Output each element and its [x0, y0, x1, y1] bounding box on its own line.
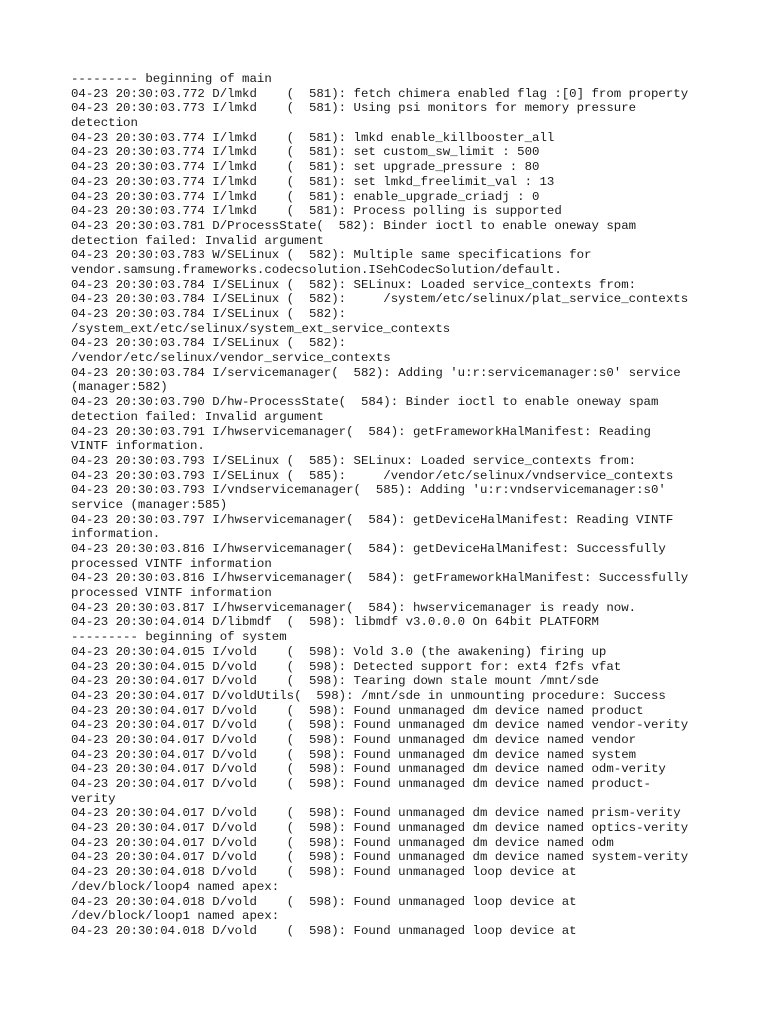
- log-line: 04-23 20:30:04.015 D/vold ( 598): Detected support for: ext4 f2fs vfat: [71, 659, 622, 674]
- log-line: 04-23 20:30:03.793 I/SELinux ( 585): /vendor/etc/selinux/vndservice_contexts: [71, 468, 674, 483]
- log-line: 04-23 20:30:03.774 I/lmkd ( 581): enable_upgrade_criadj : 0: [71, 189, 540, 204]
- log-line: detection failed: Invalid argument: [71, 409, 324, 424]
- log-line: --------- beginning of main: [71, 72, 272, 86]
- log-line: 04-23 20:30:04.018 D/vold ( 598): Found unmanaged loop device at: [71, 865, 577, 880]
- log-line: /dev/block/loop1 named apex:: [71, 909, 280, 924]
- log-line: 04-23 20:30:04.017 D/vold ( 598): Found unmanaged dm device named product: [71, 703, 644, 718]
- log-line: information.: [71, 527, 161, 542]
- log-line: verity: [71, 791, 116, 806]
- log-line: processed VINTF information: [71, 586, 272, 601]
- log-line: 04-23 20:30:03.791 I/hwservicemanager( 584): getFrameworkHalManifest: Reading: [71, 424, 651, 439]
- log-line: 04-23 20:30:04.017 D/vold ( 598): Found unmanaged dm device named system-verity: [71, 850, 689, 865]
- log-line: 04-23 20:30:03.773 I/lmkd ( 581): Using psi monitors for memory pressure: [71, 101, 637, 116]
- log-line: /system_ext/etc/selinux/system_ext_service_contexts: [71, 321, 451, 336]
- log-line: 04-23 20:30:03.781 D/ProcessState( 582): Binder ioctl to enable oneway spam: [71, 218, 637, 233]
- log-line: 04-23 20:30:04.017 D/vold ( 598): Found unmanaged dm device named prism-verity: [71, 806, 681, 821]
- log-line: /vendor/etc/selinux/vendor_service_contexts: [71, 351, 391, 366]
- log-line: /dev/block/loop4 named apex:: [71, 879, 280, 894]
- log-line: 04-23 20:30:03.774 I/lmkd ( 581): set lmkd_freelimit_val : 13: [71, 174, 555, 189]
- log-line: 04-23 20:30:03.790 D/hw-ProcessState( 584): Binder ioctl to enable oneway spam: [71, 395, 659, 410]
- log-line: 04-23 20:30:03.784 I/SELinux ( 582): SELinux: Loaded service_contexts from:: [71, 277, 637, 292]
- log-line: 04-23 20:30:04.017 D/vold ( 598): Found unmanaged dm device named optics-verity: [71, 821, 689, 836]
- log-line: 04-23 20:30:03.784 I/SELinux ( 582):: [71, 307, 347, 321]
- log-line: 04-23 20:30:03.817 I/hwservicemanager( 584): hwservicemanager is ready now.: [71, 600, 637, 615]
- log-line: (manager:582): [71, 380, 168, 395]
- log-line: 04-23 20:30:03.772 D/lmkd ( 581): fetch chimera enabled flag :[0] from property: [71, 86, 689, 101]
- log-line: 04-23 20:30:03.774 I/lmkd ( 581): Process polling is supported: [71, 204, 562, 219]
- log-line: 04-23 20:30:04.017 D/vold ( 598): Found unmanaged dm device named system: [71, 747, 637, 762]
- log-line: 04-23 20:30:04.017 D/vold ( 598): Found unmanaged dm device named odm: [71, 835, 614, 850]
- log-line: 04-23 20:30:03.816 I/hwservicemanager( 584): getFrameworkHalManifest: Successfully: [71, 571, 689, 586]
- log-line: 04-23 20:30:04.017 D/vold ( 598): Found unmanaged dm device named product-: [71, 777, 651, 791]
- log-line: processed VINTF information: [71, 556, 272, 571]
- log-line: 04-23 20:30:03.793 I/vndservicemanager( 585): Adding 'u:r:vndservicemanager:s0': [71, 483, 666, 498]
- log-line: 04-23 20:30:04.017 D/vold ( 598): Found unmanaged dm device named vendor: [71, 732, 637, 747]
- log-line: VINTF information.: [71, 439, 205, 454]
- log-line: 04-23 20:30:03.797 I/hwservicemanager( 584): getDeviceHalManifest: Reading VINTF: [71, 512, 674, 527]
- log-line: 04-23 20:30:04.017 D/vold ( 598): Found unmanaged dm device named odm-verity: [71, 762, 666, 777]
- log-line: 04-23 20:30:04.018 D/vold ( 598): Found unmanaged loop device at: [71, 894, 577, 909]
- log-line: 04-23 20:30:03.784 I/SELinux ( 582):: [71, 336, 347, 351]
- log-line: 04-23 20:30:03.774 I/lmkd ( 581): set custom_sw_limit : 500: [71, 145, 540, 160]
- log-line: 04-23 20:30:03.774 I/lmkd ( 581): set upgrade_pressure : 80: [71, 160, 540, 175]
- log-line: 04-23 20:30:03.816 I/hwservicemanager( 584): getDeviceHalManifest: Successfully: [71, 542, 666, 556]
- log-line: --------- beginning of system: [71, 630, 287, 645]
- log-line: detection failed: Invalid argument: [71, 233, 324, 248]
- log-line: 04-23 20:30:03.793 I/SELinux ( 585): SELinux: Loaded service_contexts from:: [71, 453, 637, 468]
- log-line: 04-23 20:30:03.774 I/lmkd ( 581): lmkd enable_killbooster_all: [71, 130, 555, 145]
- log-line: 04-23 20:30:04.014 D/libmdf ( 598): libmdf v3.0.0.0 On 64bit PLATFORM: [71, 615, 599, 630]
- log-line: service (manager:585): [71, 497, 228, 512]
- log-line: 04-23 20:30:04.017 D/voldUtils( 598): /mnt/sde in unmounting procedure: Success: [71, 688, 666, 703]
- log-line: detection: [71, 116, 138, 131]
- log-line: vendor.samsung.frameworks.codecsolution.ISehCodecSolution/default.: [71, 262, 562, 277]
- log-line: 04-23 20:30:04.017 D/vold ( 598): Found unmanaged dm device named vendor-verity: [71, 718, 689, 733]
- log-line: 04-23 20:30:04.015 I/vold ( 598): Vold 3.0 (the awakening) firing up: [71, 644, 607, 659]
- log-line: 04-23 20:30:04.017 D/vold ( 598): Tearing down stale mount /mnt/sde: [71, 674, 599, 689]
- log-line: 04-23 20:30:04.018 D/vold ( 598): Found unmanaged loop device at: [71, 923, 577, 938]
- log-line: 04-23 20:30:03.783 W/SELinux ( 582): Multiple same specifications for: [71, 248, 592, 263]
- log-line: 04-23 20:30:03.784 I/SELinux ( 582): /system/etc/selinux/plat_service_contexts: [71, 292, 689, 307]
- log-line: 04-23 20:30:03.784 I/servicemanager( 582): Adding 'u:r:servicemanager:s0' service: [71, 365, 681, 380]
- log-text-body: [71, 72, 711, 939]
